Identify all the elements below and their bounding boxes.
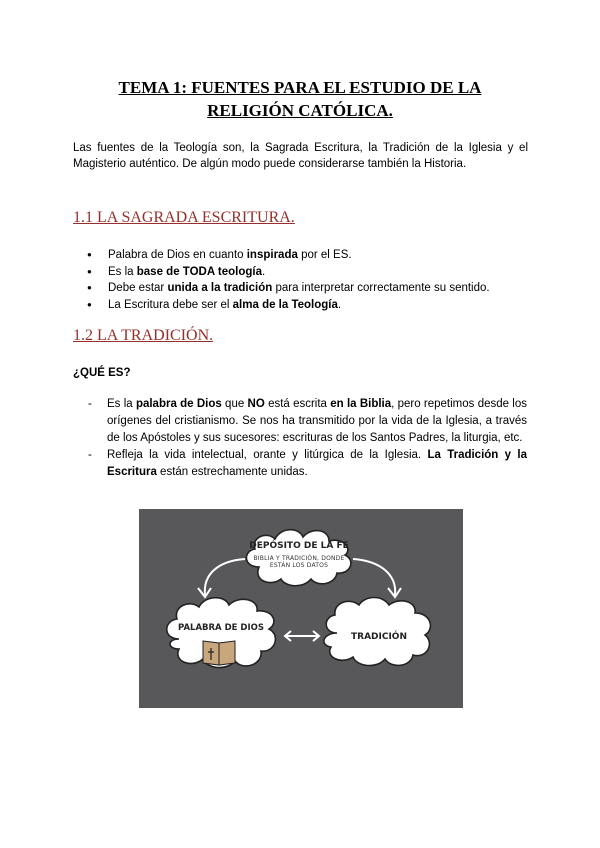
arrow-top-to-left (198, 559, 245, 597)
bible-book-icon (203, 641, 235, 665)
tradicion-dash-list (73, 396, 527, 481)
deposito-subtitle-2: ESTÁN LOS DATOS (269, 562, 329, 569)
list-item (73, 297, 533, 314)
tradicion-label: TRADICIÓN (351, 632, 407, 642)
list-item (73, 247, 533, 264)
bullet-text: . (262, 265, 266, 278)
deposito-fe-diagram (139, 509, 463, 708)
bullet-text: para interpretar correctamente su sentido. (272, 282, 490, 294)
title-line-1: TEMA 1: FUENTES PARA EL ESTUDIO DE LA (118, 78, 482, 97)
arrow-top-to-right (353, 559, 401, 597)
bullet-text: . (337, 298, 342, 311)
list-item: - Es la palabra de Dios que NO está escrita en la Biblia, pero repetimos desde los orígenes del cristianismo. Se nos ha transmitido por la vida de la Iglesia, a través de los Apóstoles y sus sucesores: escrituras de los Santos Padres, la liturgia, etc. (73, 396, 527, 447)
question-heading: ¿QUÉ ES? (73, 367, 131, 379)
bullet-bold: base de TODA teología (136, 265, 263, 278)
bullet-bold: unida a la tradición (167, 282, 273, 294)
deposito-title: DEPÓSITO DE LA FE (249, 541, 349, 551)
title-line-2 (60, 99, 540, 122)
list-item (73, 280, 533, 297)
palabra-dios-label: PALABRA DE DIOS (178, 623, 264, 633)
bullet-text: La Escritura debe ser el (108, 298, 233, 311)
bullet-text: Debe estar (108, 282, 168, 294)
bullet-text: Es la (108, 265, 137, 278)
page-title (60, 76, 540, 122)
bullet-bold: inspirada (246, 249, 298, 261)
bullet-text: Palabra de Dios en cuanto (108, 249, 247, 261)
deposito-subtitle-1: BIBLIA Y TRADICIÓN, DONDE (253, 555, 345, 562)
list-item (73, 264, 533, 281)
title-dot: . (388, 101, 393, 120)
escritura-bullet-list (73, 247, 533, 313)
title-line-2-text: RELIGIÓN CATÓLICA (207, 101, 389, 120)
bullet-text: por el ES. (297, 249, 352, 261)
diagram-graphics (139, 509, 463, 708)
intro-paragraph: Las fuentes de la Teología son, la Sagrada Escritura, la Tradición de la Iglesia y el Magisterio auténtico. De algún modo puede considerarse también la Historia. (73, 142, 528, 170)
bullet-bold: alma de la Teología (232, 298, 338, 311)
section-heading-escritura: 1.1 LA SAGRADA ESCRITURA. (73, 209, 295, 226)
list-item: - Refleja la vida intelectual, orante y litúrgica de la Iglesia. La Tradición y la Escritura están estrechamente unidas. (73, 447, 527, 481)
section-heading-tradicion: 1.2 LA TRADICIÓN. (73, 327, 214, 344)
arrow-bidirectional (285, 631, 319, 641)
